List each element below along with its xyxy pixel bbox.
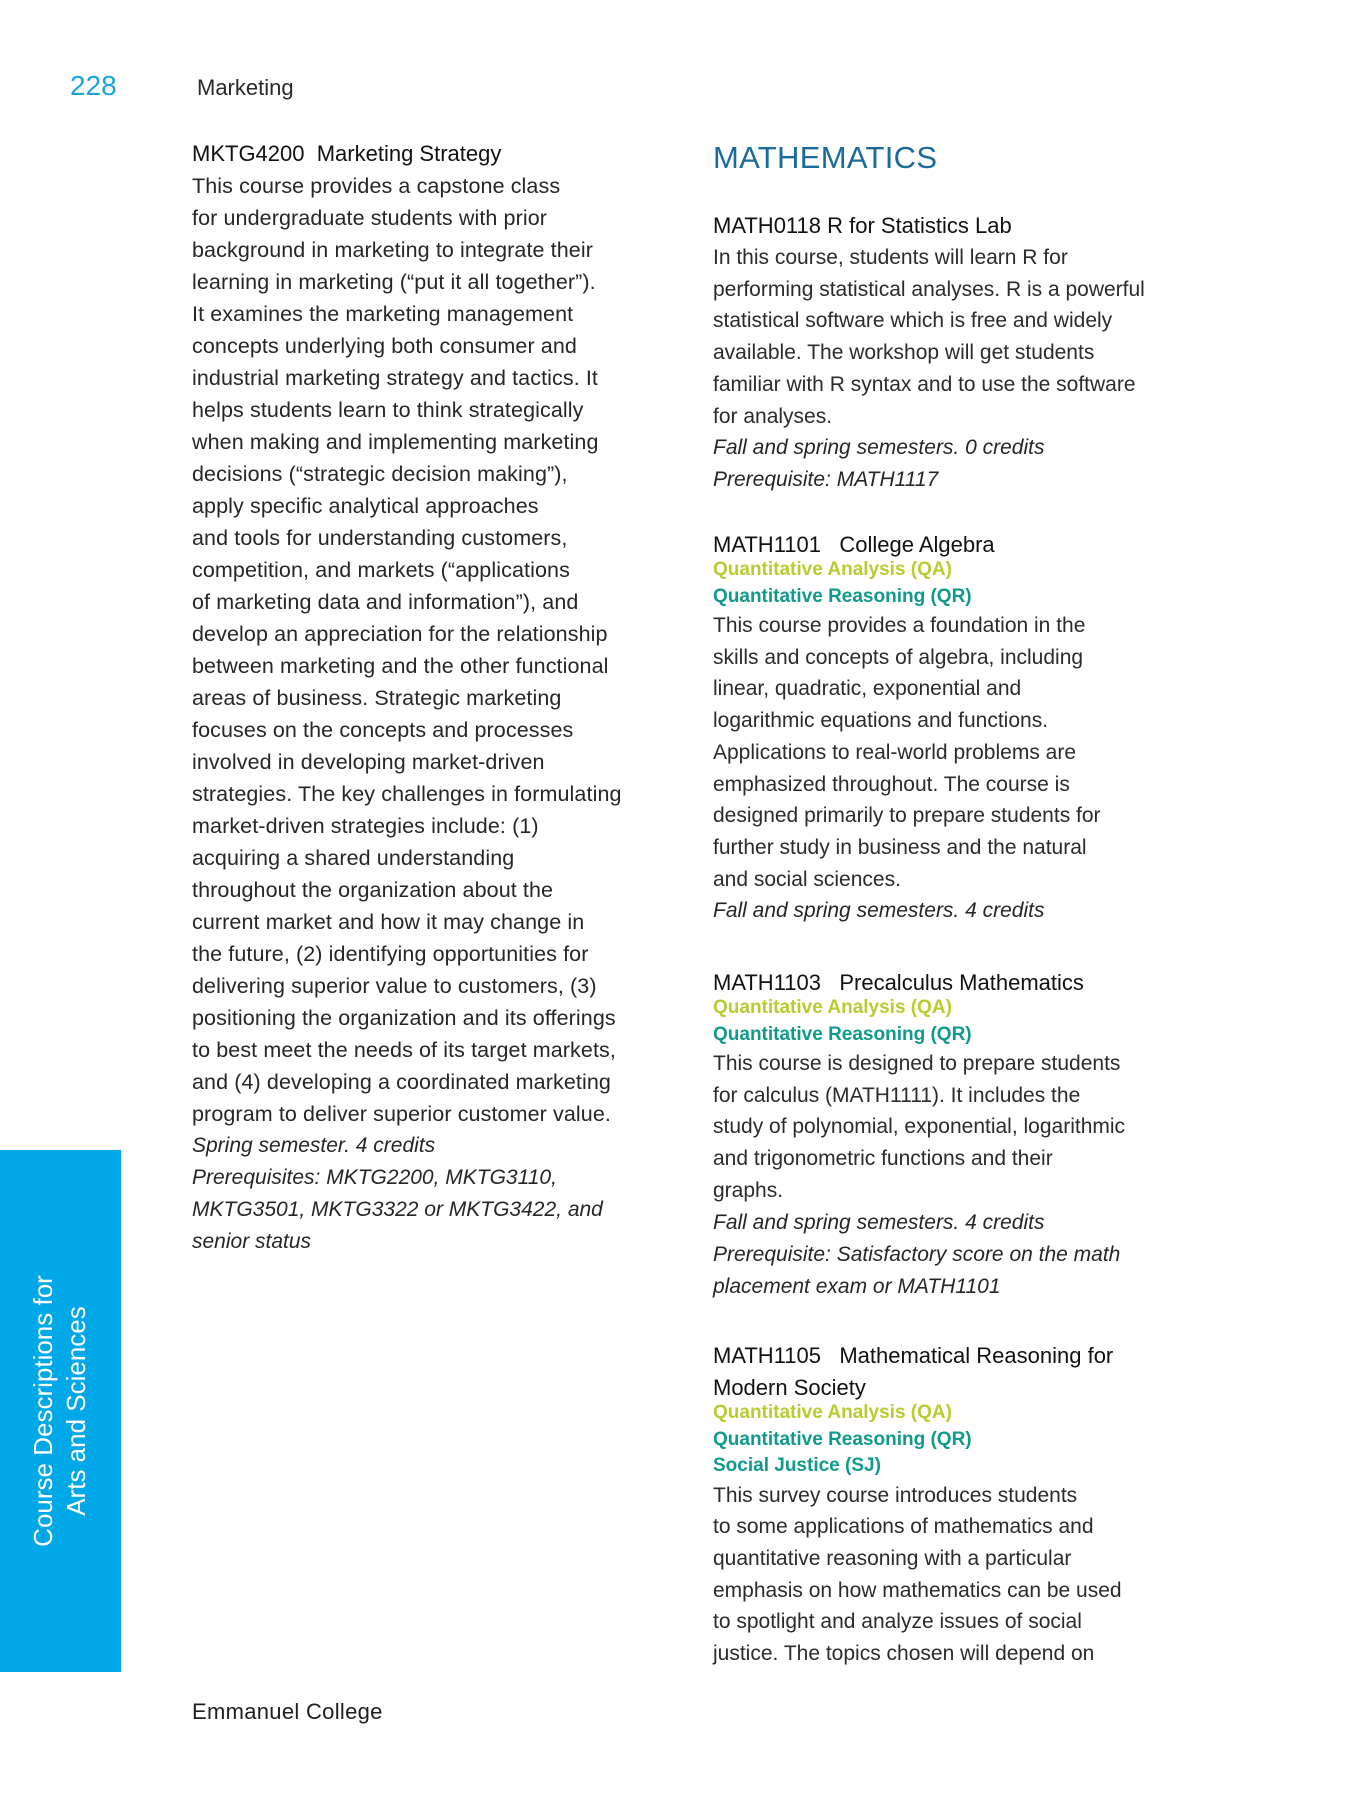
description-line: It examines the marketing management	[192, 302, 574, 326]
course-description	[713, 242, 1313, 432]
course-meta	[713, 432, 1313, 496]
description-line: throughout the organization about the	[192, 878, 554, 902]
left-column	[192, 138, 692, 1258]
description-line: performing statistical analyses. R is a powerful	[713, 277, 1145, 301]
description-line: to some applications of mathematics and	[713, 1515, 1094, 1539]
meta-line: placement exam or MATH1101	[713, 1274, 1001, 1298]
description-line: quantitative reasoning with a particular	[713, 1546, 1072, 1570]
description-line: delivering superior value to customers, (3)	[192, 974, 597, 998]
description-line: logarithmic equations and functions.	[713, 709, 1049, 733]
description-line: familiar with R syntax and to use the software	[713, 372, 1136, 396]
description-line: This survey course introduces students	[713, 1483, 1078, 1507]
description-line: develop an appreciation for the relationship	[192, 622, 608, 646]
course-tag: Quantitative Analysis (QA)	[713, 559, 952, 580]
description-line: skills and concepts of algebra, including	[713, 645, 1084, 669]
meta-line: Prerequisite: Satisfactory score on the math	[713, 1242, 1121, 1266]
meta-line: MKTG3501, MKTG3322 or MKTG3422, and	[192, 1198, 603, 1221]
meta-line: Prerequisite: MATH1117	[713, 468, 939, 492]
course-tag: Quantitative Analysis (QA)	[713, 1402, 952, 1423]
description-line: areas of business. Strategic marketing	[192, 686, 562, 710]
description-line: market-driven strategies include: (1)	[192, 814, 539, 838]
course-meta	[713, 895, 1313, 927]
description-line: linear, quadratic, exponential and	[713, 677, 1022, 701]
meta-line: senior status	[192, 1230, 312, 1253]
course-title-line: MATH1101 College Algebra	[713, 532, 995, 557]
course-title: MKTG4200 Marketing Strategy	[192, 141, 502, 166]
description-line: to spotlight and analyze issues of social	[713, 1610, 1082, 1634]
meta-line: Prerequisites: MKTG2200, MKTG3110,	[192, 1166, 557, 1189]
section-tab-label	[27, 1275, 93, 1547]
course-entry	[713, 1340, 1313, 1670]
course-title-line: Modern Society	[713, 1375, 866, 1400]
course-description	[713, 610, 1313, 895]
course-title-line: MATH1105 Mathematical Reasoning for	[713, 1343, 1114, 1368]
meta-line: Spring semester. 4 credits	[192, 1134, 436, 1157]
description-line: emphasized throughout. The course is	[713, 772, 1070, 796]
description-line: current market and how it may change in	[192, 910, 585, 934]
description-line: and tools for understanding customers,	[192, 526, 568, 550]
description-line: strategies. The key challenges in formulating	[192, 782, 622, 806]
description-line: and (4) developing a coordinated marketing	[192, 1070, 611, 1094]
description-line: to best meet the needs of its target markets,	[192, 1038, 616, 1062]
description-line: justice. The topics chosen will depend on	[713, 1642, 1095, 1666]
description-line: helps students learn to think strategically	[192, 398, 584, 422]
section-heading: MATHEMATICS	[713, 140, 938, 175]
description-line: industrial marketing strategy and tactics. It	[192, 366, 599, 390]
description-line: further study in business and the natural	[713, 835, 1087, 859]
description-line: for calculus (MATH1111). It includes the	[713, 1083, 1081, 1107]
description-line: and trigonometric functions and their	[713, 1147, 1053, 1171]
description-line: In this course, students will learn R for	[713, 246, 1068, 269]
description-line: positioning the organization and its offerings	[192, 1006, 616, 1030]
description-line: and social sciences.	[713, 867, 901, 891]
description-line: for analyses.	[713, 404, 833, 428]
description-line: competition, and markets (“applications	[192, 558, 570, 582]
course-title	[713, 210, 1313, 242]
description-line: emphasis on how mathematics can be used	[713, 1578, 1122, 1602]
course-tag: Quantitative Analysis (QA)	[713, 997, 952, 1018]
footer-text: Emmanuel College	[192, 1699, 383, 1724]
course-title-line: MATH1103 Precalculus Mathematics	[713, 970, 1084, 995]
description-line: This course provides a foundation in the	[713, 614, 1086, 637]
description-line: designed primarily to prepare students for	[713, 804, 1101, 828]
course-tag: Quantitative Reasoning (QR)	[713, 1023, 972, 1045]
course-meta	[713, 1207, 1313, 1303]
description-line: This course provides a capstone class	[192, 174, 561, 198]
course-tag: Social Justice (SJ)	[713, 1455, 881, 1476]
description-line: of marketing data and information”), and	[192, 590, 579, 614]
meta-line: Fall and spring semesters. 4 credits	[713, 1210, 1045, 1234]
course-title	[713, 1340, 1313, 1404]
course-description	[713, 1480, 1313, 1670]
description-line: background in marketing to integrate their	[192, 238, 593, 262]
description-line: Applications to real-world problems are	[713, 740, 1076, 764]
course-meta	[192, 1130, 692, 1258]
course-description	[192, 170, 692, 1130]
course-tags	[713, 995, 1313, 1048]
description-line: study of polynomial, exponential, logarithmic	[713, 1115, 1126, 1139]
description-line: learning in marketing (“put it all together”).	[192, 270, 596, 294]
running-head: Marketing	[197, 75, 294, 100]
description-line: available. The workshop will get students	[713, 341, 1095, 365]
description-line: focuses on the concepts and processes	[192, 718, 574, 742]
description-line: acquiring a shared understanding	[192, 846, 515, 870]
course-entry	[713, 529, 1313, 927]
description-line: This course is designed to prepare students	[713, 1052, 1121, 1075]
course-tag: Quantitative Reasoning (QR)	[713, 585, 972, 607]
description-line: for undergraduate students with prior	[192, 206, 548, 230]
page-number: 228	[70, 70, 117, 101]
course-entry	[713, 210, 1313, 496]
description-line: apply specific analytical approaches	[192, 494, 539, 518]
description-line: between marketing and the other functional	[192, 654, 609, 678]
course-tags	[713, 1400, 1313, 1480]
course-tag: Quantitative Reasoning (QR)	[713, 1428, 972, 1450]
course-description	[713, 1048, 1313, 1207]
meta-line: Fall and spring semesters. 0 credits	[713, 436, 1045, 460]
course-entry	[713, 967, 1313, 1303]
section-tab-label-line: Course Descriptions for	[28, 1275, 58, 1547]
course-title-line: MATH0118 R for Statistics Lab	[713, 213, 1012, 238]
description-line: concepts underlying both consumer and	[192, 334, 577, 358]
description-line: the future, (2) identifying opportunities for	[192, 942, 589, 966]
course-tags	[713, 557, 1313, 610]
section-tab-label-line: Arts and Sciences	[61, 1306, 91, 1516]
description-line: graphs.	[713, 1178, 784, 1202]
description-line: program to deliver superior customer value.	[192, 1102, 611, 1126]
meta-line: Fall and spring semesters. 4 credits	[713, 899, 1045, 923]
section-tab	[0, 1150, 121, 1672]
description-line: involved in developing market-driven	[192, 750, 545, 774]
description-line: decisions (“strategic decision making”),	[192, 462, 568, 486]
description-line: statistical software which is free and widely	[713, 309, 1113, 333]
description-line: when making and implementing marketing	[192, 430, 599, 454]
